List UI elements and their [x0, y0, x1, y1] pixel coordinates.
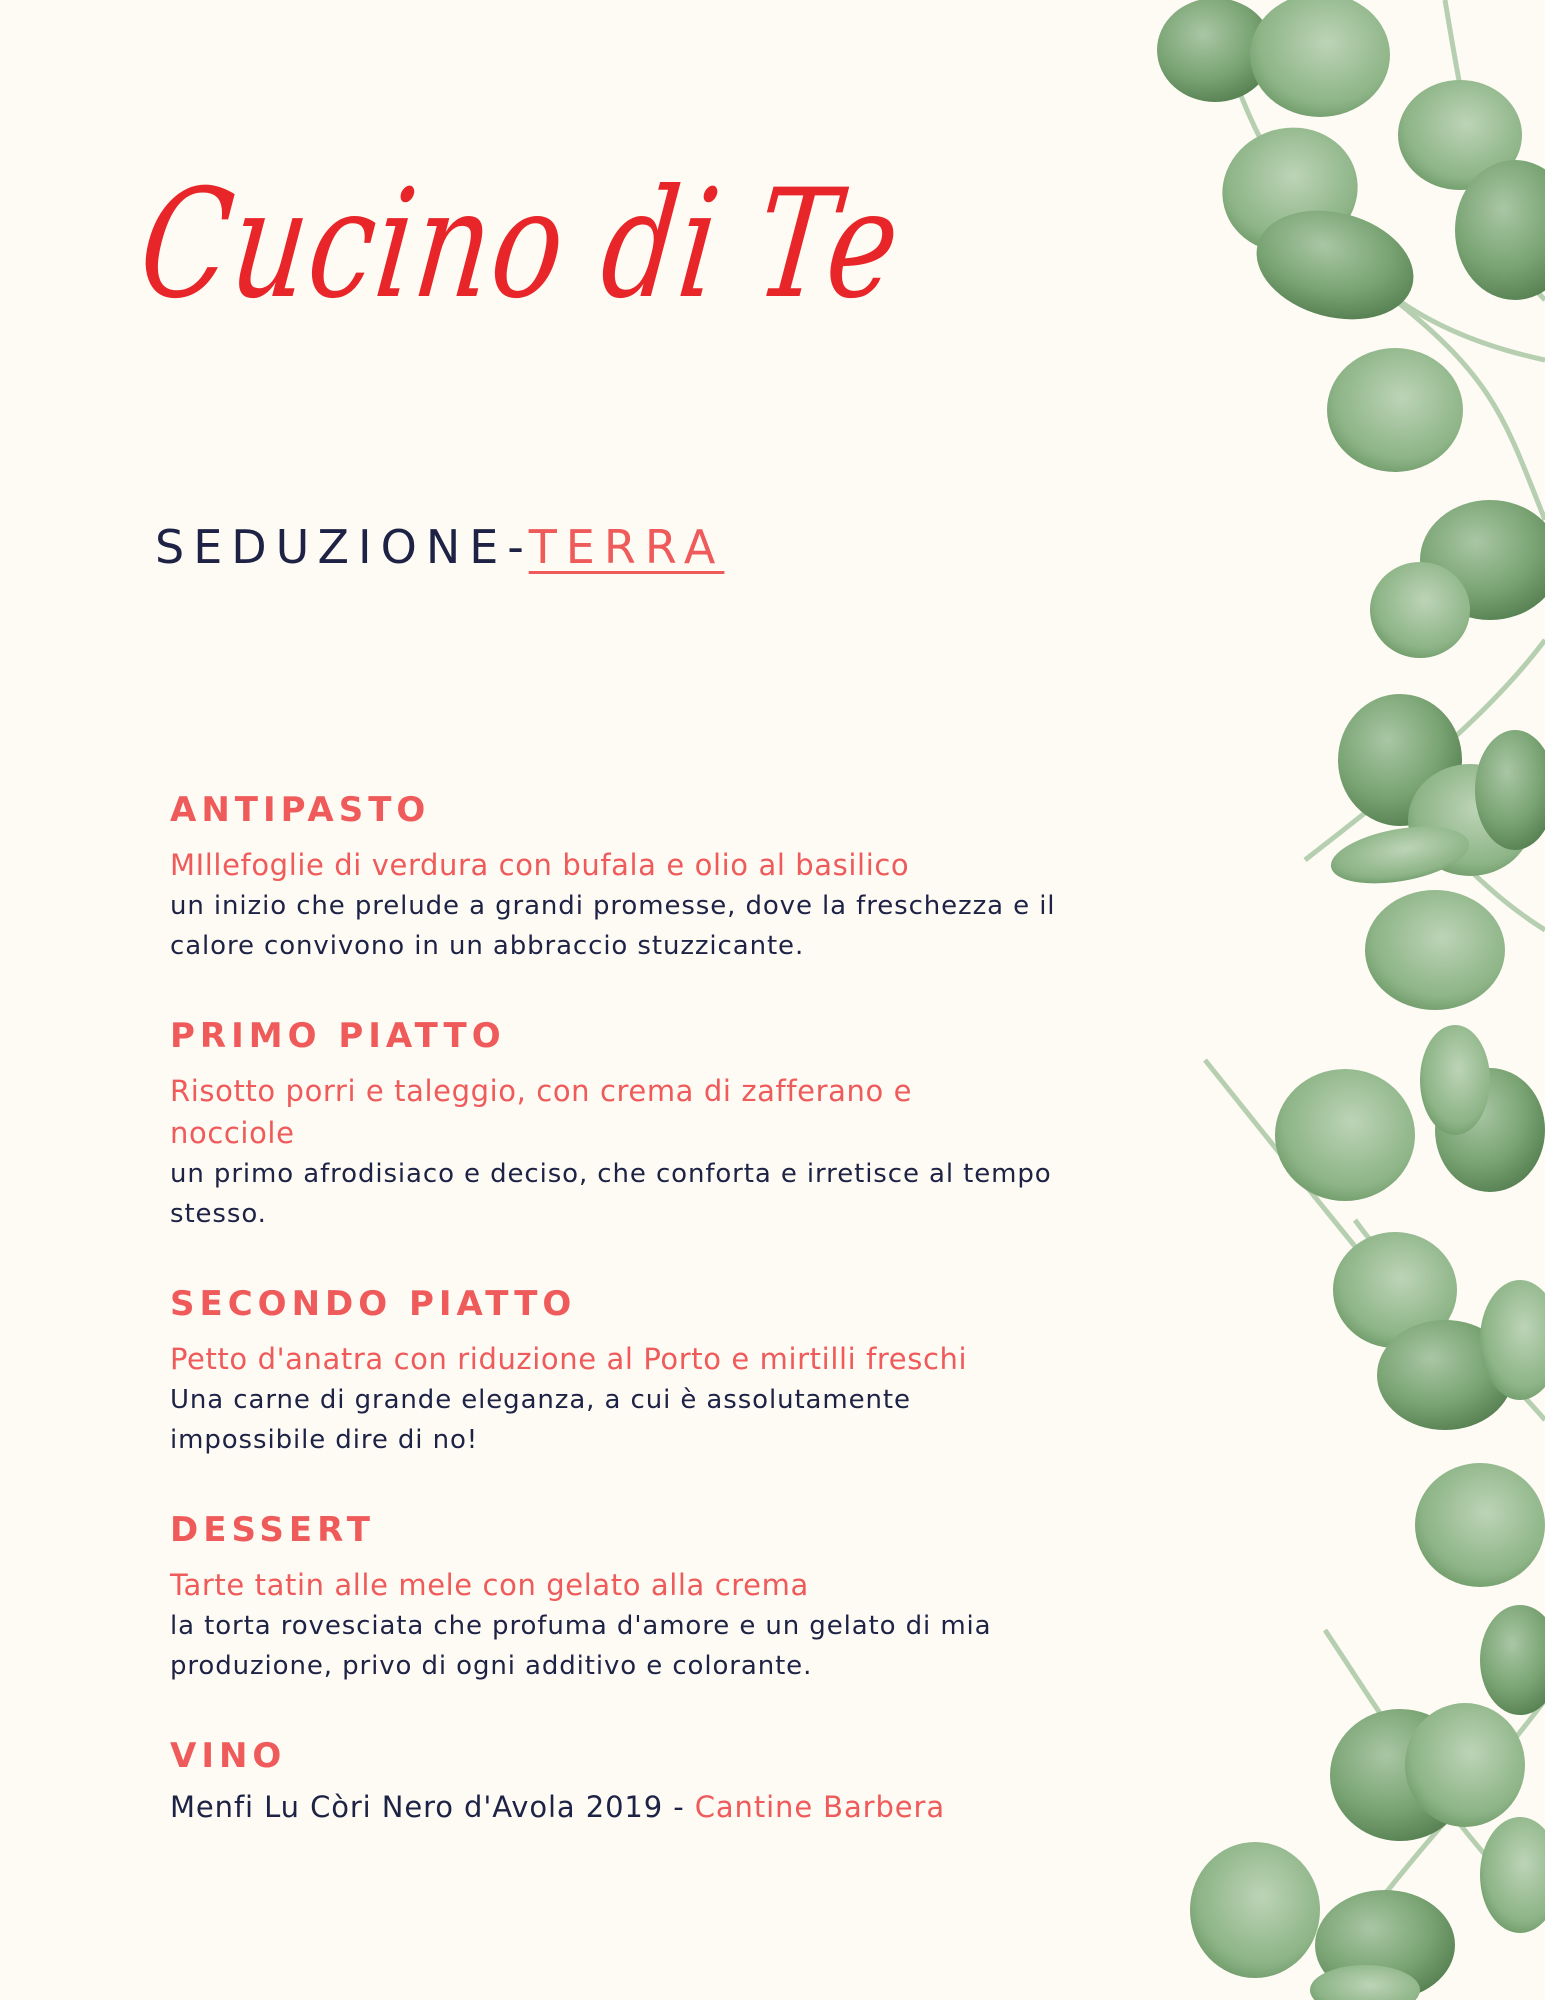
menu-subtitle: [155, 520, 724, 574]
course-secondo-piatto: [170, 1284, 1130, 1460]
course-antipasto: [170, 790, 1130, 966]
course-heading: DESSERT: [170, 1510, 375, 1550]
wine-winery: Cantine Barbera: [694, 1790, 946, 1824]
subtitle-main: SEDUZIONE-: [155, 520, 529, 574]
course-dessert: [170, 1510, 1130, 1686]
course-heading: SECONDO PIATTO: [170, 1284, 577, 1324]
course-heading: ANTIPASTO: [170, 790, 431, 830]
course-vino: [170, 1736, 1130, 1824]
dish-name: Tarte tatin alle mele con gelato alla crema: [170, 1568, 809, 1602]
course-primo-piatto: [170, 1016, 1130, 1234]
subtitle-accent: TERRA: [528, 520, 725, 574]
wine-line: [170, 1790, 1130, 1824]
dish-name: Risotto porri e taleggio, con crema di zafferano e nocciole: [170, 1074, 913, 1150]
leaf-group: [1157, 0, 1545, 2000]
dish-description: la torta rovesciata che profuma d'amore e un gelato di mia produzione, privo di ogni additivo e colorante.: [170, 1611, 992, 1681]
course-heading: VINO: [170, 1736, 287, 1776]
dish-description: Una carne di grande eleganza, a cui è assolutamente impossibile dire di no!: [170, 1385, 911, 1455]
eucalyptus-leaves-decoration: [1065, 0, 1545, 2000]
menu-title: Cucino di Te: [132, 158, 909, 332]
dish-name: MIllefoglie di verdura con bufala e olio al basilico: [170, 848, 910, 882]
dish-name: Petto d'anatra con riduzione al Porto e mirtilli freschi: [170, 1342, 968, 1376]
menu-list: [170, 790, 1130, 1824]
wine-name: Menfi Lu Còri Nero d'Avola 2019 -: [170, 1790, 695, 1824]
course-heading: PRIMO PIATTO: [170, 1016, 506, 1056]
dish-description: un inizio che prelude a grandi promesse, dove la freschezza e il calore convivono in un abbraccio stuzzicante.: [170, 891, 1056, 961]
dish-description: un primo afrodisiaco e deciso, che conforta e irretisce al tempo stesso.: [170, 1159, 1052, 1229]
